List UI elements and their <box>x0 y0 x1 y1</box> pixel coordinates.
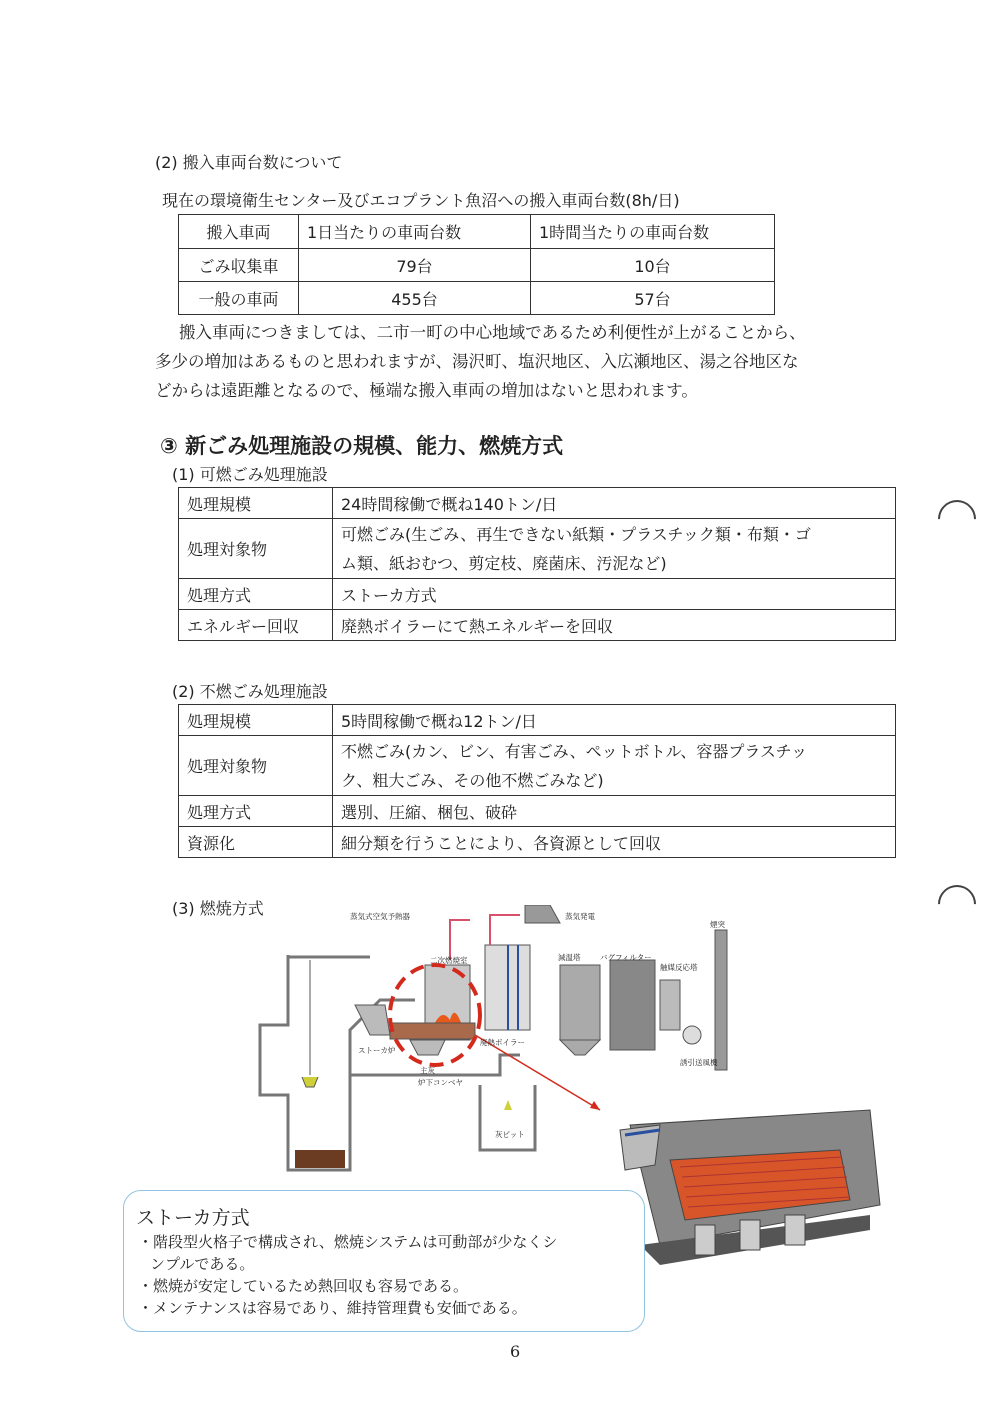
section3-heading: ③ 新ごみ処理施設の規模、能力、燃焼方式 <box>160 434 564 458</box>
row-label: 処理対象物 <box>179 736 333 796</box>
table-cell: 57台 <box>531 282 775 315</box>
row-label: 処理方式 <box>179 796 333 827</box>
sub3-heading: (3) 燃焼方式 <box>172 899 264 918</box>
table-cell: 79台 <box>299 249 531 282</box>
row-value <box>333 519 896 579</box>
row-value: 24時間稼働で概ね140トン/日 <box>333 488 896 519</box>
row-label: 処理規模 <box>179 488 333 519</box>
table-header: 1時間当たりの車両台数 <box>531 215 775 249</box>
table-row <box>179 827 896 858</box>
table-cell: 455台 <box>299 282 531 315</box>
table-row <box>179 282 775 315</box>
label-secondary: 二次燃焼室 <box>430 956 468 965</box>
row-label: 処理方式 <box>179 579 333 610</box>
table-row <box>179 488 896 519</box>
label-ash: 主灰 <box>420 1066 435 1075</box>
table-row <box>179 796 896 827</box>
paragraph-line: 搬入車両につきましては、二市一町の中心地域であるため利便性が上がることから、 <box>179 323 806 342</box>
label-conveyor: 炉下コンベヤ <box>418 1078 463 1087</box>
callout-item: ・階段型火格子で構成され、燃焼システムは可動部が少なくシ <box>138 1233 558 1251</box>
table-header: 1日当たりの車両台数 <box>299 215 531 249</box>
noncombustible-table <box>178 704 896 858</box>
row-label: 処理規模 <box>179 705 333 736</box>
table-row <box>179 610 896 641</box>
table-row <box>179 579 896 610</box>
table-row <box>179 249 775 282</box>
value-line: ム類、紙おむつ、剪定枝、廃菌床、汚泥など) <box>341 553 667 573</box>
row-value: ストーカ方式 <box>333 579 896 610</box>
label-chimney: 煙突 <box>710 920 725 929</box>
binder-hole-top <box>930 492 984 546</box>
table-cell: 一般の車両 <box>179 282 299 315</box>
label-boiler: 廃熱ボイラー <box>480 1038 525 1047</box>
callout-title: ストーカ方式 <box>136 1207 250 1229</box>
label-preheater: 蒸気式空気予熱器 <box>350 912 410 921</box>
row-value <box>333 736 896 796</box>
row-label: 処理対象物 <box>179 519 333 579</box>
section2-paragraph <box>155 318 895 405</box>
label-bagfilter: バグフィルター <box>600 953 652 962</box>
section2-caption: 現在の環境衛生センター及びエコプラント魚沼への搬入車両台数(8h/日) <box>162 191 680 210</box>
row-value: 選別、圧縮、梱包、破砕 <box>333 796 896 827</box>
stoker-callout <box>123 1190 645 1332</box>
row-value: 5時間稼働で概ね12トン/日 <box>333 705 896 736</box>
table-cell: 10台 <box>531 249 775 282</box>
label-cooling: 減温塔 <box>558 953 581 962</box>
stoker-grate-illustration <box>600 1105 900 1270</box>
table-row <box>179 736 896 796</box>
row-label: エネルギー回収 <box>179 610 333 641</box>
value-line: 不燃ごみ(カン、ビン、有害ごみ、ペットボトル、容器プラスチッ <box>341 741 808 761</box>
label-fan: 誘引送風機 <box>680 1058 718 1067</box>
value-line: ク、粗大ごみ、その他不燃ごみなど) <box>341 770 604 790</box>
row-value: 細分類を行うことにより、各資源として回収 <box>333 827 896 858</box>
section2-heading: (2) 搬入車両台数について <box>155 153 343 172</box>
callout-item: ・燃焼が安定しているため熱回収も容易である。 <box>138 1277 469 1295</box>
sub1-heading: (1) 可燃ごみ処理施設 <box>172 465 328 484</box>
callout-item: ンプルである。 <box>150 1255 255 1273</box>
label-reactor: 触媒反応塔 <box>660 963 698 972</box>
callout-item: ・メンテナンスは容易であり、維持管理費も安価である。 <box>138 1299 527 1317</box>
label-ashpit: 灰ピット <box>495 1130 525 1139</box>
paragraph-line: どからは遠距離となるので、極端な搬入車両の増加はないと思われます。 <box>155 381 698 400</box>
row-value: 廃熱ボイラーにて熱エネルギーを回収 <box>333 610 896 641</box>
vehicle-table <box>178 214 775 315</box>
table-row <box>179 705 896 736</box>
paragraph-line: 多少の増加はあるものと思われますが、湯沢町、塩沢地区、入広瀬地区、湯之谷地区な <box>155 352 799 371</box>
label-power: 蒸気発電 <box>565 912 595 921</box>
table-row <box>179 519 896 579</box>
binder-hole-bottom <box>930 877 984 931</box>
row-label: 資源化 <box>179 827 333 858</box>
table-header: 搬入車両 <box>179 215 299 249</box>
table-cell: ごみ収集車 <box>179 249 299 282</box>
sub2-heading: (2) 不燃ごみ処理施設 <box>172 682 328 701</box>
combustible-table <box>178 487 896 641</box>
label-stoker: ストーカ炉 <box>358 1046 396 1055</box>
value-line: 可燃ごみ(生ごみ、再生できない紙類・プラスチック類・布類・ゴ <box>341 524 811 544</box>
page-number: 6 <box>510 1342 521 1361</box>
